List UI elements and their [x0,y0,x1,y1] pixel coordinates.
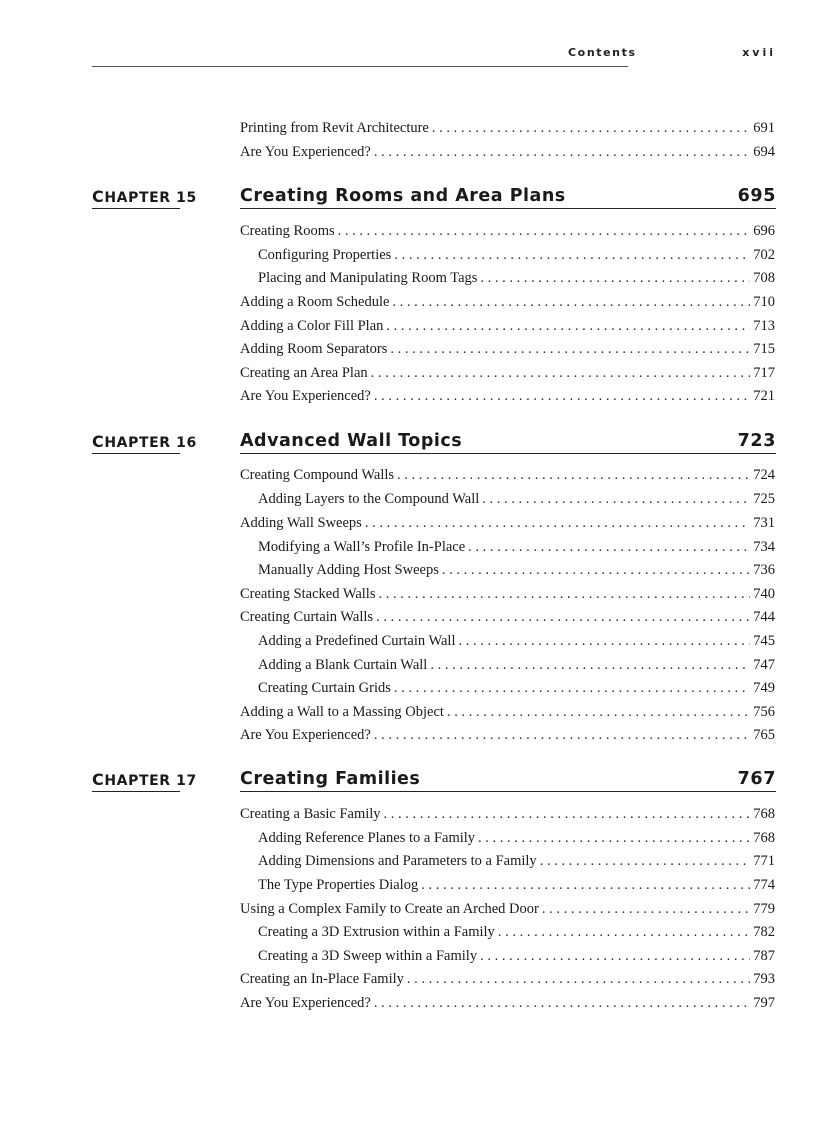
toc-entry-title: Modifying a Wall’s Profile In-Place [258,539,466,555]
toc-subentry[interactable] [258,946,775,966]
toc-entry-title: Creating Stacked Walls [240,586,376,602]
chapter-label-rule [92,208,180,210]
toc-entry-page: 765 [753,727,775,743]
chapter-title-rule [240,791,776,793]
header-section-title: Contents [568,46,637,59]
leader-dots [442,560,750,580]
chapter-label: CHAPTER 15 [92,187,197,206]
toc-entry-page: 749 [753,680,775,696]
chapter-label-rule [92,453,180,455]
toc-subentry[interactable] [258,631,775,651]
leader-dots [480,268,750,288]
leader-dots [468,537,750,557]
chapter-page: 767 [737,769,776,789]
toc-entry-page: 768 [753,806,775,822]
chapter-heading-15[interactable] [92,181,776,209]
toc-entry-title: Printing from Revit Architecture [240,120,429,136]
toc-entry[interactable] [240,316,775,336]
toc-entry[interactable] [240,513,775,533]
toc-subentry[interactable] [258,678,775,698]
leader-dots [447,702,750,722]
leader-dots [480,946,750,966]
toc-entry-title: Adding Reference Planes to a Family [258,830,476,846]
toc-entry[interactable] [240,969,775,989]
toc-entry-title: Creating an In-Place Family [240,971,404,987]
toc-entry-page: 702 [753,247,775,263]
toc-entry-page: 736 [753,562,775,578]
toc-entry-page: 740 [753,586,775,602]
toc-entry-title: Adding Layers to the Compound Wall [258,491,480,507]
leader-dots [394,678,750,698]
toc-subentry[interactable] [258,922,775,942]
toc-entry[interactable] [240,607,775,627]
toc-entry-page: 768 [753,830,775,846]
leader-dots [542,899,750,919]
chapter-title-rule [240,453,776,455]
leader-dots [376,607,750,627]
leader-dots [374,142,750,162]
toc-entry-title: Adding a Blank Curtain Wall [258,657,428,673]
toc-entry-page: 713 [753,318,775,334]
toc-entry[interactable] [240,702,775,722]
chapter-page: 695 [737,186,776,206]
header-page-number: xvii [742,46,776,59]
toc-entry-title: Adding a Room Schedule [240,294,390,310]
toc-entry-page: 774 [753,877,775,893]
toc-entry[interactable] [240,118,775,138]
toc-subentry[interactable] [258,268,775,288]
toc-entry-title: Adding a Color Fill Plan [240,318,384,334]
toc-entry-page: 694 [753,144,775,160]
toc-entry-page: 782 [753,924,775,940]
leader-dots [338,221,751,241]
chapter-label: CHAPTER 17 [92,770,197,789]
leader-dots [459,631,751,651]
toc-entry-page: 797 [753,995,775,1011]
toc-entry[interactable] [240,221,775,241]
toc-entry-title: Configuring Properties [258,247,392,263]
leader-dots [390,339,750,359]
toc-subentry[interactable] [258,851,775,871]
toc-entry[interactable] [240,142,775,162]
toc-entry-page: 715 [753,341,775,357]
toc-entry-page: 696 [753,223,775,239]
toc-entry-page: 747 [753,657,775,673]
toc-entry-title: Placing and Manipulating Room Tags [258,270,478,286]
leader-dots [374,386,750,406]
toc-entry-page: 734 [753,539,775,555]
toc-entry-page: 779 [753,901,775,917]
leader-dots [432,118,750,138]
toc-entry[interactable] [240,584,775,604]
toc-entry-title: Are You Experienced? [240,995,371,1011]
toc-entry-title: Adding a Wall to a Massing Object [240,704,444,720]
toc-entry-page: 717 [753,365,775,381]
chapter-title: Creating Families [240,769,421,789]
toc-entry[interactable] [240,339,775,359]
toc-entry[interactable] [240,386,775,406]
toc-entry-page: 756 [753,704,775,720]
toc-entry-page: 744 [753,609,775,625]
leader-dots [374,993,750,1013]
chapter-page: 723 [737,431,776,451]
toc-entry-title: Adding Dimensions and Parameters to a Family [258,853,537,869]
leader-dots [394,245,750,265]
leader-dots [478,828,750,848]
toc-entry[interactable] [240,804,775,824]
toc-entry-page: 724 [753,467,775,483]
toc-subentry[interactable] [258,828,775,848]
toc-entry-title: Adding a Predefined Curtain Wall [258,633,456,649]
toc-entry-title: Are You Experienced? [240,727,371,743]
toc-entry-page: 725 [753,491,775,507]
toc-entry[interactable] [240,363,775,383]
toc-entry-page: 793 [753,971,775,987]
toc-entry-title: Creating a 3D Extrusion within a Family [258,924,495,940]
toc-entry[interactable] [240,725,775,745]
leader-dots [430,655,750,675]
toc-entry-title: Are You Experienced? [240,144,371,160]
toc-entry-title: Adding Room Separators [240,341,388,357]
toc-entry-title: Creating Rooms [240,223,335,239]
toc-subentry[interactable] [258,245,775,265]
toc-entry-title: Creating an Area Plan [240,365,368,381]
toc-entry[interactable] [240,899,775,919]
chapter-label: CHAPTER 16 [92,432,197,451]
toc-subentry[interactable] [258,560,775,580]
toc-entry[interactable] [240,465,775,485]
toc-entry-title: Manually Adding Host Sweeps [258,562,439,578]
chapter-heading-16[interactable] [92,426,776,454]
toc-entry-title: Creating Compound Walls [240,467,395,483]
toc-entry-page: 731 [753,515,775,531]
toc-entry-title: Using a Complex Family to Create an Arched Door [240,901,539,917]
toc-subentry[interactable] [258,655,775,675]
leader-dots [498,922,750,942]
toc-subentry[interactable] [258,489,775,509]
leader-dots [374,725,750,745]
toc-entry-title: Creating Curtain Grids [258,680,391,696]
toc-entry-title: Creating a 3D Sweep within a Family [258,948,478,964]
leader-dots [407,969,750,989]
leader-dots [482,489,750,509]
toc-entry-title: Adding Wall Sweeps [240,515,362,531]
leader-dots [421,875,750,895]
leader-dots [397,465,750,485]
leader-dots [384,804,751,824]
toc-subentry[interactable] [258,537,775,557]
chapter-heading-17[interactable] [92,764,776,792]
toc-entry-page: 745 [753,633,775,649]
toc-entry-title: The Type Properties Dialog [258,877,419,893]
leader-dots [540,851,751,871]
chapter-title: Creating Rooms and Area Plans [240,186,566,206]
toc-subentry[interactable] [258,875,775,895]
toc-entry-page: 691 [753,120,775,136]
toc-entry[interactable] [240,292,775,312]
leader-dots [392,292,750,312]
toc-entry-title: Creating Curtain Walls [240,609,374,625]
chapter-title-rule [240,208,776,210]
toc-entry-page: 708 [753,270,775,286]
chapter-title: Advanced Wall Topics [240,431,463,451]
toc-entry-page: 710 [753,294,775,310]
leader-dots [386,316,750,336]
toc-entry-page: 787 [753,948,775,964]
toc-entry-title: Are You Experienced? [240,388,371,404]
toc-entry-page: 721 [753,388,775,404]
toc-entry-page: 771 [753,853,775,869]
leader-dots [371,363,751,383]
leader-dots [378,584,750,604]
chapter-label-rule [92,791,180,793]
toc-entry[interactable] [240,993,775,1013]
leader-dots [365,513,750,533]
toc-entry-title: Creating a Basic Family [240,806,381,822]
